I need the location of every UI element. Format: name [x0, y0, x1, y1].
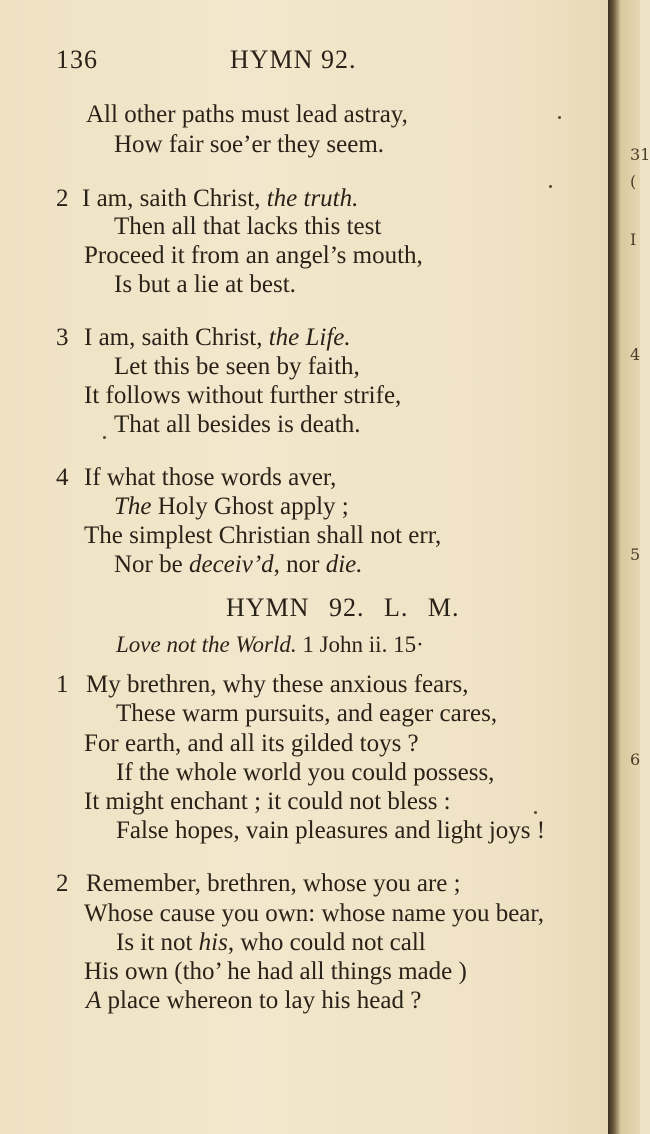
hymn-heading: HYMN 92. L. M. — [226, 593, 460, 622]
hymn-subtitle — [116, 630, 424, 660]
margin-mark: 31 — [630, 145, 650, 164]
verse-segment: If what those words aver, — [84, 464, 337, 491]
margin-mark: 5 — [630, 545, 641, 564]
verse-segment: False hopes, vain pleasures and light joys ! — [116, 817, 546, 844]
verse-segment: His own (tho’ he had all things made ) — [84, 958, 467, 985]
verse-segment: For earth, and all its gilded toys ? — [84, 730, 419, 757]
verse-segment: I am, saith Christ, — [82, 185, 267, 212]
verse-line — [116, 816, 545, 846]
verse-line — [114, 270, 296, 300]
verse-line — [82, 184, 358, 214]
verse-segment: place whereon to lay his head ? — [101, 987, 422, 1014]
margin-mark: 4 — [630, 345, 641, 364]
verse-line — [116, 699, 497, 729]
running-title: HYMN 92. — [230, 45, 357, 74]
verse-segment: Holy Ghost apply ; — [151, 493, 349, 520]
margin-mark: I — [630, 230, 637, 249]
verse-segment: I am, saith Christ, — [84, 324, 269, 351]
verse-line — [84, 957, 467, 987]
print-speck — [549, 185, 552, 188]
verse-segment: That all besides is death. — [114, 411, 361, 438]
verse-segment: Proceed it from an angel’s mouth, — [84, 242, 423, 269]
print-speck — [103, 436, 106, 439]
verse-line — [86, 986, 421, 1016]
verse-line — [114, 410, 360, 440]
verse-line — [84, 323, 351, 353]
verse-segment: My brethren, why these anxious fears, — [86, 671, 469, 698]
verse-segment: Is but a lie at best. — [114, 271, 296, 298]
verse-segment: Remember, brethren, whose you are ; — [86, 870, 461, 897]
page-gutter — [608, 0, 650, 1134]
verse-line — [84, 241, 423, 271]
verse-line — [84, 899, 544, 929]
verse-line — [84, 463, 336, 493]
verse-segment: Is it not — [116, 929, 199, 956]
verse-line — [114, 130, 384, 160]
verse-italic-segment: The — [114, 493, 152, 520]
verse-segment: Nor be — [114, 551, 189, 578]
verse-line — [84, 521, 441, 551]
stanza-number: 2 — [56, 185, 69, 212]
margin-mark: 6 — [630, 750, 641, 769]
stanza-number: 2 — [56, 870, 69, 897]
verse-line — [86, 100, 408, 130]
verse-segment: How fair soe’er they seem. — [114, 131, 385, 158]
verse-line — [84, 729, 419, 759]
verse-segment: If the whole world you could possess, — [116, 759, 495, 786]
verse-line — [86, 670, 469, 700]
margin-mark: ( — [630, 172, 637, 191]
verse-italic-segment: the Life. — [268, 324, 351, 351]
print-speck — [534, 811, 537, 814]
verse-line — [114, 212, 381, 242]
verse-segment: Let this be seen by faith, — [114, 353, 360, 380]
verse-segment: It follows without further strife, — [84, 382, 402, 409]
verse-italic-segment: deceiv’d — [188, 551, 274, 578]
stanza-number: 1 — [56, 671, 69, 698]
subtitle-reference: 1 John ii. 15· — [296, 632, 424, 657]
verse-line — [116, 928, 426, 958]
verse-italic-segment: the truth. — [266, 185, 359, 212]
subtitle-italic: Love not the World. — [116, 632, 297, 657]
verse-line — [84, 787, 451, 817]
verse-italic-segment: his — [198, 929, 228, 956]
verse-segment: Whose cause you own: whose name you bear, — [84, 900, 544, 927]
verse-line — [86, 869, 461, 899]
verse-segment: It might enchant ; it could not bless : — [84, 788, 451, 815]
verse-segment: These warm pursuits, and eager cares, — [116, 700, 498, 727]
stanza-number: 3 — [56, 324, 69, 351]
verse-line — [84, 381, 401, 411]
stanza-number: 4 — [56, 464, 69, 491]
verse-italic-segment: die. — [325, 551, 363, 578]
verse-segment: Then all that lacks this test — [114, 213, 382, 240]
verse-segment: , nor — [273, 551, 326, 578]
verse-segment: The simplest Christian shall not err, — [84, 522, 442, 549]
page-number: 136 — [56, 45, 98, 74]
verse-italic-segment: A — [86, 987, 102, 1014]
print-speck — [558, 116, 561, 119]
verse-line — [116, 758, 494, 788]
verse-segment: All other paths must lead astray, — [86, 101, 408, 128]
verse-line — [114, 492, 349, 522]
verse-line — [114, 352, 360, 382]
verse-line — [114, 550, 363, 580]
verse-segment: , who could not call — [227, 929, 426, 956]
